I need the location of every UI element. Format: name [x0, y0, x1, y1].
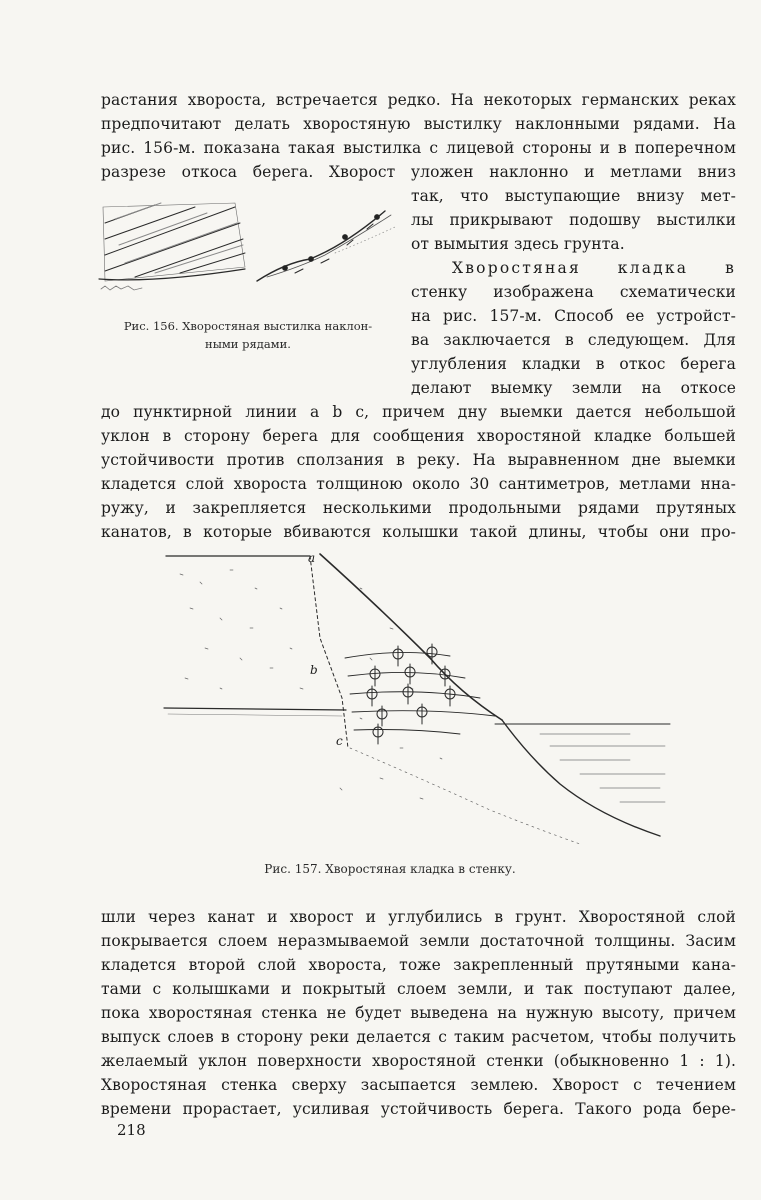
section-lead: Хворостяная кладка в — [452, 259, 736, 277]
text-line: устойчивости против сползания в реку. На выравненном дне выемки — [101, 451, 736, 469]
text-line: пока хворостяная стенка не будет выведена на нужную высоту, причем — [101, 1004, 736, 1022]
text-line: на рис. 157-м. Способ ее устройст- — [411, 307, 736, 325]
figure-label-b: b — [310, 663, 318, 677]
text-line: кладется второй слой хвороста, тоже закрепленный прутяными кана- — [101, 956, 736, 974]
text-line: так, что выступающие внизу мет- — [411, 187, 736, 205]
figure-157-drawing — [160, 548, 680, 848]
text-line: Хворостяная стенка сверху засыпается землею. Хворост с течением — [101, 1076, 736, 1094]
text-line: рис. 156-м. показана такая выстилка с лицевой стороны и в поперечном — [101, 139, 736, 157]
text-line: покрывается слоем неразмываемой земли достаточной толщины. Засим — [101, 932, 736, 950]
figure-156-drawing — [95, 193, 407, 303]
text-line: углубления кладки в откос берега — [411, 355, 736, 373]
text-line: стенку изображена схематически — [411, 283, 736, 301]
text-line: от вымытия здесь грунта. — [411, 235, 625, 253]
text-line: кладется слой хвороста толщиною около 30 сантиметров, метлами нна- — [101, 475, 736, 493]
text-line: канатов, в которые вбиваются колышки такой длины, чтобы они про- — [101, 523, 736, 541]
text-line: до пунктирной линии a b c, причем дну выемки дается небольшой — [101, 403, 736, 421]
text-line: тами с колышками и покрытый слоем земли, и так поступают далее, — [101, 980, 736, 998]
page-number: 218 — [117, 1121, 146, 1139]
text-line: времени прорастает, усиливая устойчивость берега. Такого рода бере- — [101, 1100, 736, 1118]
text-line: разрезе откоса берега. Хворост уложен наклонно и метлами вниз — [101, 163, 736, 181]
text-line: делают выемку земли на откосе — [411, 379, 736, 397]
text-line: уклон в сторону берега для сообщения хворостяной кладке большей — [101, 427, 736, 445]
figure-156-caption: ными рядами. — [205, 337, 291, 351]
text-line: предпочитают делать хворостяную выстилку наклонными рядами. На — [101, 115, 736, 133]
figure-label-c: c — [336, 734, 343, 748]
text-line: шли через канат и хворост и углубились в грунт. Хворостяной слой — [101, 908, 736, 926]
text-line: желаемый уклон поверхности хворостяной стенки (обыкновенно 1 : 1). — [101, 1052, 736, 1070]
text-line: выпуск слоев в сторону реки делается с таким расчетом, чтобы получить — [101, 1028, 736, 1046]
text-line: растания хвороста, встречается редко. На некоторых германских реках — [101, 91, 736, 109]
figure-157-caption: Рис. 157. Хворостяная кладка в стенку. — [264, 862, 516, 876]
text-line: лы прикрывают подошву выстилки — [411, 211, 736, 229]
figure-label-a: a — [308, 551, 316, 565]
figure-156-caption: Рис. 156. Хворостяная выстилка наклон- — [123, 319, 373, 333]
text-line: ва заключается в следующем. Для — [411, 331, 736, 349]
text-line: ружу, и закрепляется несколькими продольными рядами прутяных — [101, 499, 736, 517]
